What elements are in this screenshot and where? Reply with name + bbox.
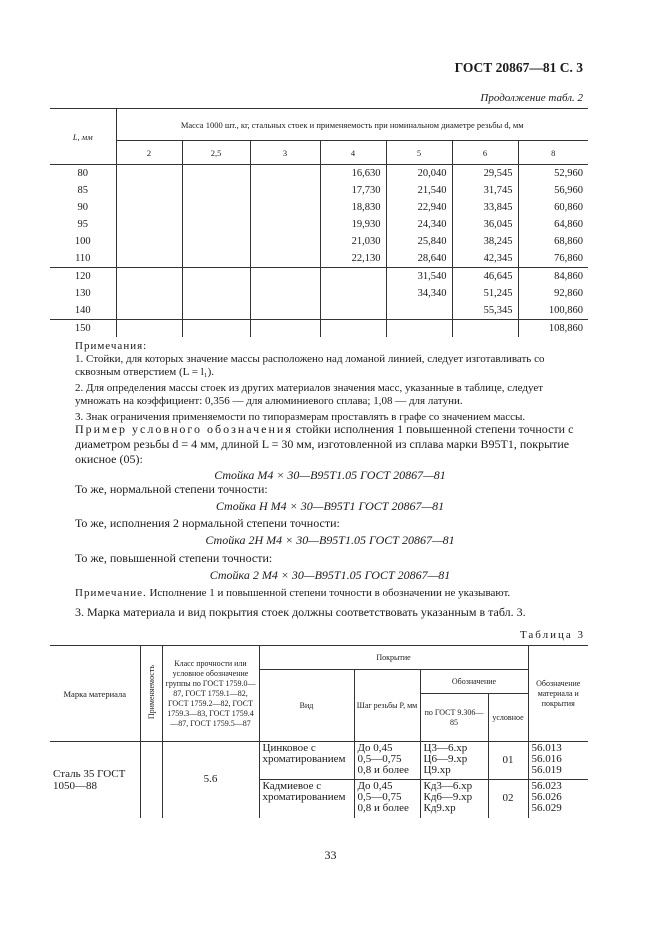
row-length: 120 — [50, 268, 116, 286]
mass-cell — [250, 320, 320, 338]
table-row — [50, 268, 588, 286]
example-text-3: То же, исполнения 2 нормальной степени точности: — [75, 516, 340, 530]
mass-cell — [182, 182, 250, 199]
code-cell: 56.013 56.016 56.019 — [528, 742, 588, 780]
table-row — [50, 285, 588, 302]
kind-cell: Кадмиевое с хроматированием — [259, 780, 354, 818]
row-length: 95 — [50, 216, 116, 233]
mass-cell: 29,545 — [452, 165, 518, 183]
mass-cell — [116, 285, 182, 302]
example-lead: Пример условного обозначения — [75, 422, 293, 436]
table3-caption: Таблица 3 — [519, 629, 585, 641]
note-3: 3. Знак ограничения применяемости по типоразмерам проставлять в графе со значением массы. — [75, 411, 526, 423]
mass-cell — [116, 268, 182, 286]
mass-cell: 108,860 — [518, 320, 588, 338]
h-applicability: Применяемость — [140, 646, 162, 742]
kind-cell: Цинковое с хроматированием — [259, 742, 354, 780]
table-row — [50, 199, 588, 216]
row-length: 85 — [50, 182, 116, 199]
designation-1: Стойка М4 × 30—В95Т1.05 ГОСТ 20867—81 — [214, 468, 446, 482]
mass-cell — [320, 320, 386, 338]
mass-cell — [250, 199, 320, 216]
mass-cell — [182, 233, 250, 250]
mass-cell — [320, 302, 386, 320]
example-note-text: Исполнение 1 и повышенной степени точности в обозначении не указывают. — [146, 587, 511, 599]
applicability-cell — [140, 742, 162, 818]
table-continuation: Продолжение табл. 2 — [480, 92, 583, 104]
row-length: 140 — [50, 302, 116, 320]
mass-cell — [250, 302, 320, 320]
h-gost: по ГОСТ 9.306—85 — [420, 694, 488, 742]
pitch-cell: До 0,45 0,5—0,75 0,8 и более — [354, 780, 420, 818]
pitch-cell: До 0,45 0,5—0,75 0,8 и более — [354, 742, 420, 780]
mass-cell: 31,745 — [452, 182, 518, 199]
mass-cell: 21,540 — [386, 182, 452, 199]
gost-cell: Ц3—6.хр Ц6—9.хр Ц9.хр — [420, 742, 488, 780]
mass-cell: 17,730 — [320, 182, 386, 199]
h-class: Класс прочности или условное обозначение группы по ГОСТ 1759.0—87, ГОСТ 1759.1—82, ГОСТ 1759.2—82, ГОСТ 1759.3—83, ГОСТ 1759.4—87, ГОСТ 1759.5—87 — [162, 646, 259, 742]
mass-cell: 84,860 — [518, 268, 588, 286]
example-text-2: То же, нормальной степени точности: — [75, 482, 268, 496]
mass-cell — [116, 199, 182, 216]
mass-cell: 55,345 — [452, 302, 518, 320]
mass-cell: 24,340 — [386, 216, 452, 233]
diameter-header: 2,5 — [182, 141, 250, 165]
notes-title: Примечания: — [75, 340, 148, 352]
mass-cell: 21,030 — [320, 233, 386, 250]
mass-cell: 100,860 — [518, 302, 588, 320]
diameter-header: 4 — [320, 141, 386, 165]
mass-cell — [116, 233, 182, 250]
mass-cell: 68,860 — [518, 233, 588, 250]
mass-cell: 18,830 — [320, 199, 386, 216]
h-code: Обозначение материала и покрытия — [528, 646, 588, 742]
h-conditional: условное — [488, 694, 528, 742]
mass-cell — [320, 285, 386, 302]
mass-cell — [250, 182, 320, 199]
designation-3: Стойка 2Н М4 × 30—В95Т1.05 ГОСТ 20867—81 — [205, 533, 455, 547]
mass-span-header: Масса 1000 шт., кг, стальных стоек и применяемость при номинальном диаметре резьбы d, мм — [116, 109, 588, 141]
mass-cell: 28,640 — [386, 250, 452, 268]
mass-cell: 60,860 — [518, 199, 588, 216]
mass-cell — [452, 320, 518, 338]
mass-cell: 56,960 — [518, 182, 588, 199]
note-1: 1. Стойки, для которых значение массы расположено над ломаной линией, следует изготавливать со сквозным отверстием (L = l₁). — [75, 353, 545, 378]
mass-cell — [116, 302, 182, 320]
h-kind: Вид — [259, 670, 354, 742]
mass-cell — [116, 216, 182, 233]
row-length: 150 — [50, 320, 116, 338]
mass-cell — [116, 182, 182, 199]
mass-cell — [182, 268, 250, 286]
example-text-4: То же, повышенной степени точности: — [75, 551, 273, 565]
mass-cell — [182, 199, 250, 216]
designation-4: Стойка 2 М4 × 30—В95Т1.05 ГОСТ 20867—81 — [209, 568, 451, 582]
mass-cell — [386, 320, 452, 338]
cond-cell: 02 — [488, 780, 528, 818]
mass-cell: 76,860 — [518, 250, 588, 268]
mass-cell — [250, 233, 320, 250]
example-note-lead: Примечание. — [75, 587, 147, 599]
material-cell: Сталь 35 ГОСТ 1050—88 — [50, 742, 140, 818]
row-length: 110 — [50, 250, 116, 268]
table-row — [50, 182, 588, 199]
mass-cell — [182, 216, 250, 233]
mass-cell: 33,845 — [452, 199, 518, 216]
mass-cell: 25,840 — [386, 233, 452, 250]
mass-cell: 46,645 — [452, 268, 518, 286]
mass-cell: 38,245 — [452, 233, 518, 250]
table-row — [50, 302, 588, 320]
mass-cell: 19,930 — [320, 216, 386, 233]
item-3: 3. Марка материала и вид покрытия стоек должны соответствовать указанным в табл. 3. — [75, 605, 526, 619]
mass-cell — [116, 250, 182, 268]
row-length: 90 — [50, 199, 116, 216]
mass-cell — [250, 165, 320, 183]
class-cell: 5.6 — [162, 742, 259, 818]
designation-2: Стойка Н М4 × 30—В95Т1 ГОСТ 20867—81 — [215, 499, 445, 513]
mass-cell: 22,940 — [386, 199, 452, 216]
notes-block — [75, 340, 585, 424]
h-designation: Обозначение — [420, 670, 528, 694]
mass-cell — [116, 320, 182, 338]
mass-cell — [250, 216, 320, 233]
cond-cell: 01 — [488, 742, 528, 780]
mass-cell — [250, 285, 320, 302]
table-row — [50, 250, 588, 268]
diameter-header: 5 — [386, 141, 452, 165]
diameter-header: 3 — [250, 141, 320, 165]
h-pitch: Шаг резьбы P, мм — [354, 670, 420, 742]
mass-cell — [250, 250, 320, 268]
mass-cell: 31,540 — [386, 268, 452, 286]
mass-cell — [250, 268, 320, 286]
material-table — [50, 645, 588, 818]
gost-cell: Кд3—6.хр Кд6—9.хр Кд9.хр — [420, 780, 488, 818]
mass-cell — [320, 268, 386, 286]
mass-cell: 92,860 — [518, 285, 588, 302]
example-note — [75, 587, 510, 599]
mass-cell — [182, 285, 250, 302]
example-paragraph — [75, 422, 585, 467]
mass-cell — [182, 165, 250, 183]
mass-cell: 64,860 — [518, 216, 588, 233]
table-row — [50, 216, 588, 233]
table-row — [50, 320, 588, 338]
col-L-header: L, мм — [50, 109, 116, 165]
h-coating: Покрытие — [259, 646, 528, 670]
example-text: стойки исполнения 1 повышенной степени точности с диаметром резьбы d = 4 мм, длиной L = 30 мм, изготовленной из сплава марки В95Т1, покрытие окисное (05): — [75, 422, 574, 466]
table-row — [50, 165, 588, 183]
row-length: 130 — [50, 285, 116, 302]
row-length: 80 — [50, 165, 116, 183]
mass-cell: 34,340 — [386, 285, 452, 302]
mass-cell: 22,130 — [320, 250, 386, 268]
mass-cell: 20,040 — [386, 165, 452, 183]
mass-cell — [116, 165, 182, 183]
h-material: Марка материала — [50, 646, 140, 742]
mass-cell: 51,245 — [452, 285, 518, 302]
mass-cell: 16,630 — [320, 165, 386, 183]
code-cell: 56.023 56.026 56.029 — [528, 780, 588, 818]
page-number: 33 — [324, 848, 337, 862]
table-row — [50, 233, 588, 250]
mass-cell — [182, 302, 250, 320]
mass-cell: 42,345 — [452, 250, 518, 268]
diameter-header: 2 — [116, 141, 182, 165]
diameter-header: 8 — [518, 141, 588, 165]
mass-cell: 36,045 — [452, 216, 518, 233]
mass-cell — [182, 320, 250, 338]
mass-cell — [386, 302, 452, 320]
diameter-header: 6 — [452, 141, 518, 165]
note-2: 2. Для определения массы стоек из других материалов значения масс, указанные в таблице, следует умножать на коэффициент: 0,356 — для алюминиевого сплава; 1,08 — для латуни. — [75, 382, 544, 407]
row-length: 100 — [50, 233, 116, 250]
mass-cell: 52,960 — [518, 165, 588, 183]
mass-cell — [182, 250, 250, 268]
page-header: ГОСТ 20867—81 С. 3 — [454, 60, 583, 75]
mass-table — [50, 108, 588, 337]
